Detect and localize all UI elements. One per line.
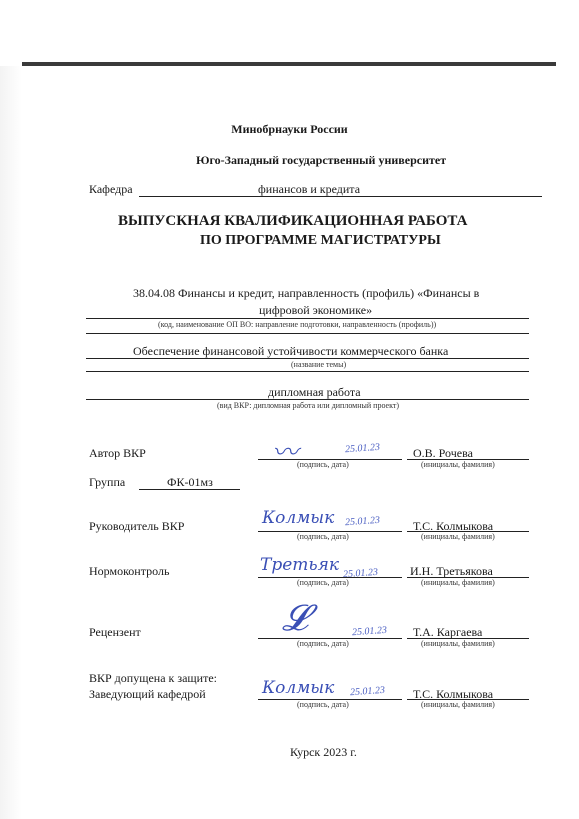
- topic-extra-line: [86, 371, 529, 372]
- norm-control-name-caption: (инициалы, фамилия): [421, 578, 495, 587]
- reviewer-signature: 𝓛: [282, 598, 309, 639]
- reviewer-sign-caption: (подпись, дата): [297, 639, 349, 648]
- program-line2: цифровой экономике»: [259, 303, 373, 317]
- reviewer-name-caption: (инициалы, фамилия): [421, 639, 495, 648]
- admission-label-line1: ВКР допущена к защите:: [89, 671, 217, 685]
- city-year: Курск 2023 г.: [290, 745, 357, 759]
- admission-sign-caption: (подпись, дата): [297, 700, 349, 709]
- reviewer-date: 25.01.23: [351, 624, 388, 639]
- author-label: Автор ВКР: [89, 446, 146, 460]
- supervisor-signature: Колмык: [262, 508, 335, 528]
- supervisor-name: Т.С. Колмыкова: [413, 519, 494, 533]
- supervisor-date: 25.01.23: [344, 514, 381, 529]
- reviewer-label: Рецензент: [89, 625, 141, 639]
- university-name: Юго-Западный государственный университет: [196, 153, 447, 167]
- admission-date: 25.01.23: [349, 684, 386, 699]
- author-signature: 〰: [272, 438, 299, 468]
- scan-left-shadow: [0, 66, 22, 819]
- admission-name-caption: (инициалы, фамилия): [421, 700, 495, 709]
- group-value: ФК-01мз: [167, 475, 213, 489]
- program-underline: [86, 318, 529, 319]
- work-type-value: дипломная работа: [268, 385, 361, 399]
- topic-value: Обеспечение финансовой устойчивости коммерческого банка: [133, 344, 449, 358]
- ministry-name: Минобрнауки России: [231, 122, 348, 136]
- work-type-underline: [86, 399, 529, 400]
- supervisor-sign-caption: (подпись, дата): [297, 532, 349, 541]
- author-name: О.В. Рочева: [413, 446, 473, 460]
- department-underline: [139, 196, 542, 197]
- group-underline: [139, 489, 240, 490]
- scan-top-edge: [22, 62, 556, 66]
- department-label: Кафедра: [89, 182, 133, 196]
- norm-control-name: И.Н. Третьякова: [410, 564, 493, 578]
- author-name-caption: (инициалы, фамилия): [421, 460, 495, 469]
- supervisor-name-caption: (инициалы, фамилия): [421, 532, 495, 541]
- admission-signature: Колмык: [262, 678, 335, 698]
- title-line1: ВЫПУСКНАЯ КВАЛИФИКАЦИОННАЯ РАБОТА: [118, 213, 468, 229]
- topic-caption: (название темы): [291, 360, 347, 369]
- supervisor-label: Руководитель ВКР: [89, 519, 185, 533]
- program-caption: (код, наименование ОП ВО: направление подготовки, направленность (профиль)): [158, 320, 437, 329]
- program-extra-line: [86, 333, 529, 334]
- norm-control-signature: Третьяк: [260, 555, 340, 575]
- topic-underline: [86, 358, 529, 359]
- department-value: финансов и кредита: [258, 182, 361, 196]
- norm-control-label: Нормоконтроль: [89, 564, 170, 578]
- norm-control-sign-caption: (подпись, дата): [297, 578, 349, 587]
- group-label: Группа: [89, 475, 126, 489]
- reviewer-name: Т.А. Каргаева: [413, 625, 483, 639]
- author-sign-caption: (подпись, дата): [297, 460, 349, 469]
- work-type-caption: (вид ВКР: дипломная работа или дипломный проект): [217, 401, 400, 410]
- author-date: 25.01.23: [344, 441, 381, 456]
- program-line1: 38.04.08 Финансы и кредит, направленность (профиль) «Финансы в: [133, 286, 480, 300]
- norm-control-date: 25.01.23: [342, 566, 379, 581]
- title-line2: ПО ПРОГРАММЕ МАГИСТРАТУРЫ: [200, 233, 441, 248]
- admission-name: Т.С. Колмыкова: [413, 687, 494, 701]
- admission-label-line2: Заведующий кафедрой: [89, 687, 206, 701]
